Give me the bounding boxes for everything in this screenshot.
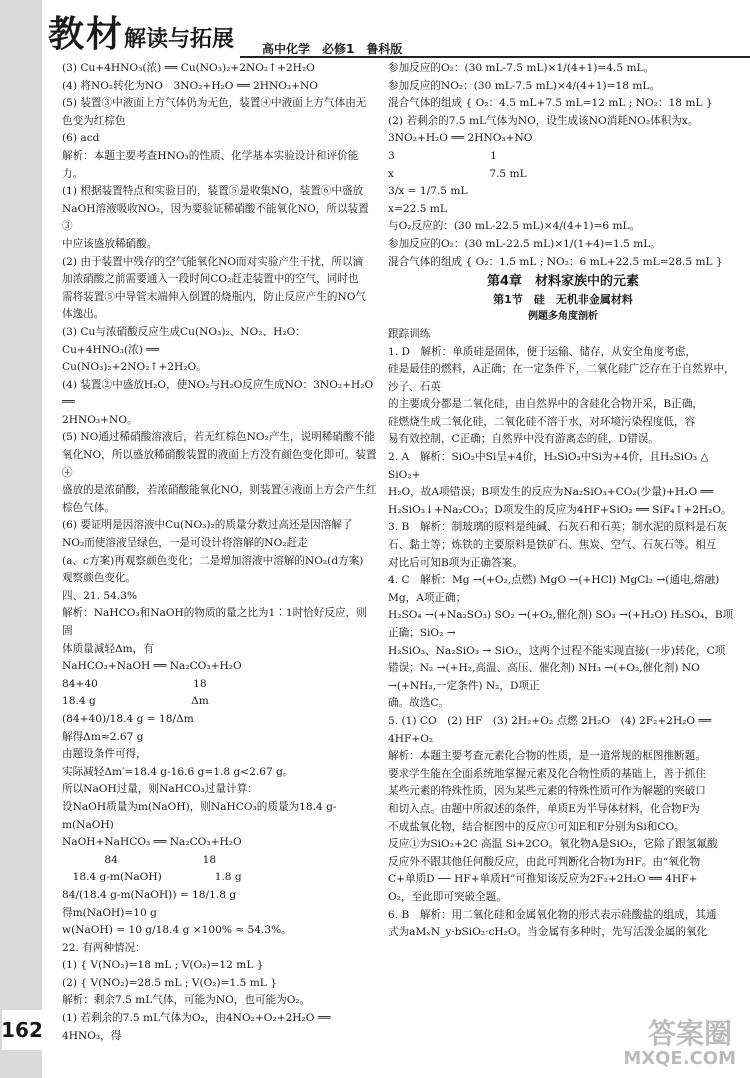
text-line: (6) acd	[62, 132, 100, 145]
left-column	[62, 60, 377, 1045]
text-line: O₂，至此即可突破全题。	[388, 890, 507, 903]
text-line: 解得Δm≈2.67 g	[62, 730, 144, 743]
text-line: H₂SO₄ →(+Na₂SO₃) SO₂ →(+O₂,催化剂) SO₃ →(+H₂O) H₂SO₄，B项正确；SiO₂ →	[388, 609, 734, 639]
text-line: 2. A 解析：SiO₂中Si呈+4价，H₂SiO₃中Si为+4价，且H₂SiO₃ △ SiO₂+	[388, 451, 712, 481]
text-line: 混合气体的组成 { O₂：1.5 mL ; NO₂：6 mL+22.5 mL=28.5 mL }	[388, 255, 723, 268]
text-line: 色变为红棕色	[62, 114, 126, 127]
text-line: 4. C 解析：Mg →(+O₂,点燃) MgO →(+HCl) MgCl₂ →(通电,熔融) Mg，A项正确；	[388, 574, 723, 604]
text-line: 确。故选C。	[388, 697, 450, 710]
text-line: (1) { V(NO₂)=18 mL ; V(O₂)=12 mL }	[62, 959, 264, 972]
text-line: x=22.5 mL	[388, 202, 447, 215]
text-line: 和切入点。由题中所叙述的条件，单质E为半导体材料，化合物F为	[388, 802, 700, 815]
right-top-text	[388, 60, 738, 271]
text-line: 22. 有两种情况：	[62, 941, 146, 954]
text-line: C+单质D ── HF+单质H”可推知该反应为2F₂+2H₂O ══ 4HF+	[388, 873, 698, 886]
text-line: (a、c方案)再观察颜色变化；二是增加溶液中溶解的NO₂(d方案)	[62, 554, 364, 567]
text-line: (1) 若剩余的7.5 mL气体为O₂，由4NO₂+O₂+2H₂O ══ 4HNO₃，得	[62, 1012, 334, 1042]
text-line: 错误；N₂ →(+H₂,高温、高压、催化剂) NH₃ →(+O₂,催化剂) NO →(+NH₃,一定条件) N₂，D项正	[388, 662, 704, 692]
right-bottom-text	[388, 326, 738, 942]
text-line: 硅燃烧生成二氧化硅，二氧化硅不溶于水，对环境污染程度低，容	[388, 415, 696, 428]
text-line: 棕色气体。	[62, 501, 115, 514]
section-subtitle: 例题多角度剖析	[528, 311, 598, 323]
text-line: 解析：NaHCO₃和NaOH的物质的量之比为1∶1时恰好反应，则固	[62, 607, 367, 637]
text-line: (2) 由于装置中残存的空气能氧化NO而对实验产生干扰，所以滴	[62, 255, 364, 268]
text-line: (3) Cu与浓硝酸反应生成Cu(NO₃)₂、NO₂、H₂O：Cu+4HNO₃(浓) ══	[62, 325, 306, 356]
text-line: 与O₂反应的：(30 mL-22.5 mL)×4/(4+1)=6 mL。	[388, 220, 641, 233]
text-line: 需将装置⑤中导管末端伸入倒置的烧瓶内，防止反应产生的NO气	[62, 290, 366, 303]
text-line: (5) 装置③中液面上方气体仍为无色，装置④中液面上方气体由无	[62, 97, 367, 110]
watermark-url: MXQE.COM	[623, 1048, 736, 1069]
text-line: 某些元素的特殊性质，因为某些元素的特殊性质可作为解题的突破口	[388, 785, 706, 798]
text-line: NO₂而使溶液呈绿色，一是可设计将溶解的NO₂赶走	[62, 537, 308, 550]
text-line: 解析：本题主要考查HNO₃的性质、化学基本实验设计和评价能力。	[62, 149, 359, 180]
text-line: 1. D 解析：单质硅是固体，便于运输、储存，从安全角度考虑，	[388, 345, 696, 358]
text-line: (2) { V(NO₂)=28.5 mL ; V(O₂)=1.5 mL }	[62, 976, 277, 989]
page-number: 162	[2, 1010, 42, 1050]
text-line: (3) Cu+4HNO₃(浓) ══ Cu(NO₃)₂+2NO₂↑+2H₂O	[62, 62, 315, 74]
text-line: 84+40 18	[62, 677, 207, 690]
book-brand	[48, 6, 234, 57]
text-line: 3/x = 1/7.5 mL	[388, 185, 468, 198]
text-line: (1) 根据装置特点和实验目的，装置⑤是收集NO，装置⑥中盛放	[62, 185, 364, 198]
text-line: 反应①为SiO₂+2C 高温 Si+2CO。氧化物A是SiO₂，它除了跟氢氟酸	[388, 838, 718, 851]
text-line: (2) 若剩余的7.5 mL气体为NO，设生成该NO消耗NO₂体积为x。	[388, 114, 699, 127]
text-line: 对比后可知B项为正确答案。	[388, 556, 523, 569]
text-line: 观察颜色变化。	[62, 572, 137, 585]
text-line: 参加反应的O₂：(30 mL-7.5 mL)×1/(4+1)=4.5 mL。	[388, 62, 655, 74]
text-line: 加浓硝酸之前需要通入一段时间CO₂赶走装置中的空气，同时也	[62, 273, 359, 286]
book-subtitle: 高中化学 必修1 鲁科版	[262, 42, 403, 56]
chapter-title: 第4章 材料家族中的元素	[486, 274, 640, 290]
header-rule	[240, 56, 750, 58]
text-line: 要求学生能在全面系统地掌握元素及化合物性质的基础上，善于抓住	[388, 767, 706, 780]
text-line: 18.4 g Δm	[62, 695, 209, 708]
text-line: 84 18	[62, 853, 217, 866]
text-line: 84/(18.4 g-m(NaOH)) = 18/1.8 g	[62, 888, 237, 901]
text-line: 参加反应的NO₂：(30 mL-7.5 mL)×4/(4+1)=18 mL。	[388, 79, 661, 92]
text-line: Cu(NO₃)₂+2NO₂↑+2H₂O。	[62, 361, 207, 374]
text-line: 体质量减轻Δm，有	[62, 642, 154, 655]
text-line: 硅是最佳的燃料，A正确；在一定条件下，二氧化硅广泛存在于自然界中，沙子、石英	[388, 363, 735, 393]
text-line: 混合气体的组成 { O₂：4.5 mL+7.5 mL=12 mL ; NO₂：18 mL }	[388, 97, 713, 110]
text-line: 设NaOH质量为m(NaOH)，则NaHCO₃的质量为18.4 g-m(NaOH)	[62, 800, 337, 831]
text-line: 解析：剩余7.5 mL气体，可能为NO，也可能为O₂。	[62, 994, 311, 1007]
text-line: 得m(NaOH)=10 g	[62, 906, 157, 919]
right-column	[388, 60, 738, 942]
text-line: H₂SiO₃、Na₂SiO₃ → SiO₂，这两个过程不能实现直接(一步)转化，C项	[388, 644, 726, 657]
text-line: 反应外不跟其他任何酸反应，由此可判断化合物I为HF。由“氧化物	[388, 855, 701, 868]
text-line: 的主要成分都是二氧化硅，由自然界中的含硅化合物开采，B正确，	[388, 398, 704, 411]
text-line: 盛放的是浓硝酸，若浓硝酸能氧化NO，则装置④液面上方会产生红	[62, 484, 377, 497]
text-line: 3 1	[388, 149, 497, 162]
text-line: 石、黏土等；炼铁的主要原料是铁矿石、焦炭、空气、石灰石等。相互	[388, 539, 717, 552]
text-line: 实际减轻Δm′=18.4 g-16.6 g=1.8 g<2.67 g。	[62, 765, 294, 778]
watermark-logo: 答案圈	[647, 1017, 732, 1050]
text-line: w(NaOH) = 10 g/18.4 g ×100% ≈ 54.3%。	[62, 924, 292, 937]
text-line: NaOH溶液吸收NO₂，因为要验证稀硝酸不能氧化NO，所以装置③	[62, 202, 369, 233]
page-header	[0, 0, 750, 62]
text-line: (6) 要证明是因溶液中Cu(NO₃)₂的质量分数过高还是因溶解了	[62, 519, 353, 532]
text-line: 解析：本题主要考查元素化合物的性质，是一道常规的框图推断题。	[388, 750, 706, 763]
brand-sub: 解读与拓展	[124, 27, 235, 52]
brand-main: 教材	[48, 14, 125, 55]
text-line: 参加反应的O₂：(30 mL-22.5 mL)×1/(1+4)=1.5 mL。	[388, 237, 661, 250]
text-line: 跟踪训练	[388, 327, 431, 340]
text-line: 中应该盛放稀硝酸。	[62, 237, 158, 250]
text-line: (4) 装置②中盛放H₂O，使NO₂与H₂O反应生成NO：3NO₂+H₂O ══	[62, 378, 377, 409]
text-line: 氧化NO，所以盛放稀硝酸装置的液面上方没有颜色变化即可。装置④	[62, 449, 377, 479]
text-line: NaOH+NaHCO₃ ══ Na₂CO₃+H₂O	[62, 836, 242, 849]
text-line: NaHCO₃+NaOH ══ Na₂CO₃+H₂O	[62, 660, 242, 673]
text-line: 不成盐氧化物，结合框图中的反应①可知E和F分别为Si和CO。	[388, 820, 685, 833]
text-line: (84+40)/18.4 g = 18/Δm	[62, 712, 194, 725]
text-line: 3NO₂+H₂O ══ 2HNO₃+NO	[388, 132, 533, 145]
text-line: H₂SiO₃↓+Na₂CO₃；D项发生的反应为4HF+SiO₂ ══ SiF₄↑+2H₂O。	[388, 503, 732, 516]
text-line: 5. (1) CO (2) HF (3) 2H₂+O₂ 点燃 2H₂O (4) 2F₂+2H₂O ══ 4HF+O₂	[388, 714, 715, 745]
text-line: 易有效控制，C正确；自然界中没有游离态的硅，D错误。	[388, 433, 659, 446]
text-line: 2HNO₃+NO。	[62, 413, 138, 426]
text-line: H₂O，故A项错误；B项发生的反应为Na₂SiO₃+CO₂(少量)+H₂O ══	[388, 486, 714, 499]
text-line: x 7.5 mL	[388, 167, 527, 180]
text-line: (4) 将NO₂转化为NO 3NO₂+H₂O ══ 2HNO₃+NO	[62, 79, 318, 92]
text-line: 18.4 g-m(NaOH) 1.8 g	[62, 871, 242, 884]
text-line: 3. B 解析：制玻璃的原料是纯碱、石灰石和石英；制水泥的原料是石灰	[388, 521, 728, 534]
text-line: 式为aMₓN_y·bSiO₂·cH₂O。当金属有多种时，先写活泼金属的氧化	[388, 926, 708, 939]
page-sidebar	[0, 0, 42, 1078]
text-line: 由题设条件可得，	[62, 748, 147, 761]
text-line: 6. B 解析：用二氧化硅和金属氧化物的形式表示硅酸盐的组成，其通	[388, 908, 717, 921]
text-line: 所以NaOH过量，则NaHCO₃过量计算：	[62, 783, 258, 796]
text-line: 体逸出。	[62, 308, 105, 321]
text-line: (5) NO通过稀硝酸溶液后，若无红棕色NO₂产生，说明稀硝酸不能	[62, 431, 375, 444]
section-title: 第1节 硅 无机非金属材料	[493, 292, 633, 306]
text-line: 四、21. 54.3%	[62, 589, 138, 602]
